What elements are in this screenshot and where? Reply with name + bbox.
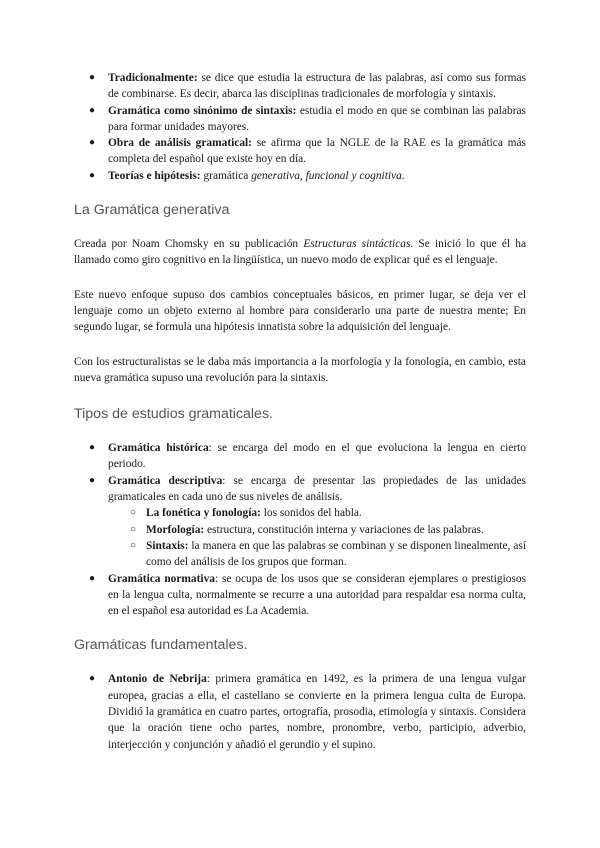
list-item	[74, 671, 526, 752]
section-heading-fundamentales: Gramáticas fundamentales.	[74, 637, 248, 654]
circle-bullet-icon: ○	[130, 539, 137, 551]
list-text: : se ocupa de los usos que se consideran ejemplares o prestigiosos en la lengua culta, normalmente se recurre a una autoridad para respaldar esa norma culta, en el español esa autoridad es La Academia.	[108, 572, 526, 618]
bullet-icon: ●	[89, 104, 96, 116]
section-heading-generativa: La Gramática generativa	[74, 202, 230, 219]
intro-bullet-list	[74, 70, 526, 184]
sub-list-item	[108, 538, 526, 571]
list-item	[74, 70, 526, 103]
list-text: estudia el modo en que se combinan las palabras para formar unidades mayores.	[108, 104, 526, 133]
list-italic: generativa, funcional y cognitiva	[251, 169, 402, 182]
tipos-bullet-list	[74, 440, 526, 619]
paragraph-text: . Se inició lo que él ha llamado como giro cognitivo en la lingüística, un nuevo modo de explicar qué es el lenguaje.	[74, 238, 526, 267]
paragraph: Este nuevo enfoque supuso dos cambios conceptuales básicos, en primer lugar, se deja ver el lenguaje como un objeto externo al hombre para considerarlo una parte de nuestra mente; En segundo lugar, se formula una hipótesis innatista sobre la adquisición del lenguaje.	[74, 288, 526, 334]
bullet-icon: ●	[89, 673, 96, 685]
paragraph-text: Creada por Noam Chomsky en su publicación	[74, 238, 304, 251]
list-term: La fonética y fonología:	[146, 507, 261, 520]
list-term: Gramática histórica	[108, 442, 209, 455]
bullet-icon: ●	[89, 572, 96, 584]
book-title: Estructuras sintácticas	[303, 238, 411, 251]
sub-bullet-list	[108, 505, 526, 570]
bullet-icon: ●	[89, 137, 96, 149]
bullet-icon: ●	[89, 442, 96, 454]
list-term: Teorías e hipótesis:	[108, 169, 201, 182]
list-item	[74, 571, 526, 620]
sub-list-item	[108, 505, 526, 521]
list-term: Morfología:	[146, 523, 205, 536]
list-term: Gramática como sinónimo de sintaxis:	[108, 104, 297, 117]
paragraph: Con los estructuralistas se le daba más importancia a la morfología y la fonología, en cambio, esta nueva gramática supuso una revolución para la sintaxis.	[74, 355, 526, 384]
list-text: : se encarga de presentar las propiedades de las unidades gramaticales en cada uno de sus niveles de análisis.	[108, 474, 526, 504]
list-term: Gramática normativa	[108, 572, 215, 585]
circle-bullet-icon: ○	[130, 523, 137, 535]
paragraph	[74, 236, 526, 269]
circle-bullet-icon: ○	[130, 507, 137, 519]
list-term: Obra de análisis gramatical:	[108, 137, 252, 150]
list-term: Sintaxis:	[146, 539, 189, 552]
section-heading-tipos: Tipos de estudios gramaticales.	[74, 406, 273, 423]
list-item	[74, 168, 526, 184]
list-term: Antonio de Nebrija	[108, 673, 207, 686]
list-text: se dice que estudia la estructura de las palabras, así como sus formas de combinarse. Es decir, abarca las disciplinas tradicionales de morfología y sintaxis.	[108, 72, 526, 101]
bullet-icon: ●	[89, 474, 96, 486]
list-item	[74, 473, 526, 571]
list-term: Tradicionalmente:	[108, 72, 198, 84]
list-text: la manera en que las palabras se combinan y se disponen linealmente, así como del análisis de los grupos que forman.	[146, 539, 526, 569]
sub-list-item	[108, 522, 526, 538]
list-item	[74, 135, 526, 168]
fundamentales-bullet-list	[74, 671, 526, 752]
list-text: se afirma que la NGLE de la RAE es la gramática más completa del español que existe hoy en día.	[108, 137, 526, 166]
list-text: estructura, constitución interna y variaciones de las palabras.	[204, 523, 484, 536]
page-content	[74, 70, 526, 769]
list-term: Gramática descriptiva	[108, 474, 223, 487]
list-text: : primera gramática en 1492, es la primera de una lengua vulgar europea, gracias a ella, el castellano se convierte en la primera lengua culta de Europa. Dividió la gramática en cuatro partes, ortografía, prosodia, etimología y sintaxis. Considera que la oración tiene ocho partes, nombre, pronombre, verbo, participio, adverbio, interjección y conjunción y añadió el gerundio y el supino.	[108, 673, 526, 751]
list-text: gramática	[200, 169, 252, 182]
list-text: los sonidos del habla.	[260, 507, 362, 520]
list-text: : se encarga del modo en el que evoluciona la lengua en cierto periodo.	[108, 442, 527, 471]
list-item	[74, 103, 526, 136]
bullet-icon: ●	[89, 169, 96, 181]
list-item	[74, 440, 526, 473]
list-tail: .	[401, 169, 405, 182]
bullet-icon: ●	[89, 72, 96, 83]
